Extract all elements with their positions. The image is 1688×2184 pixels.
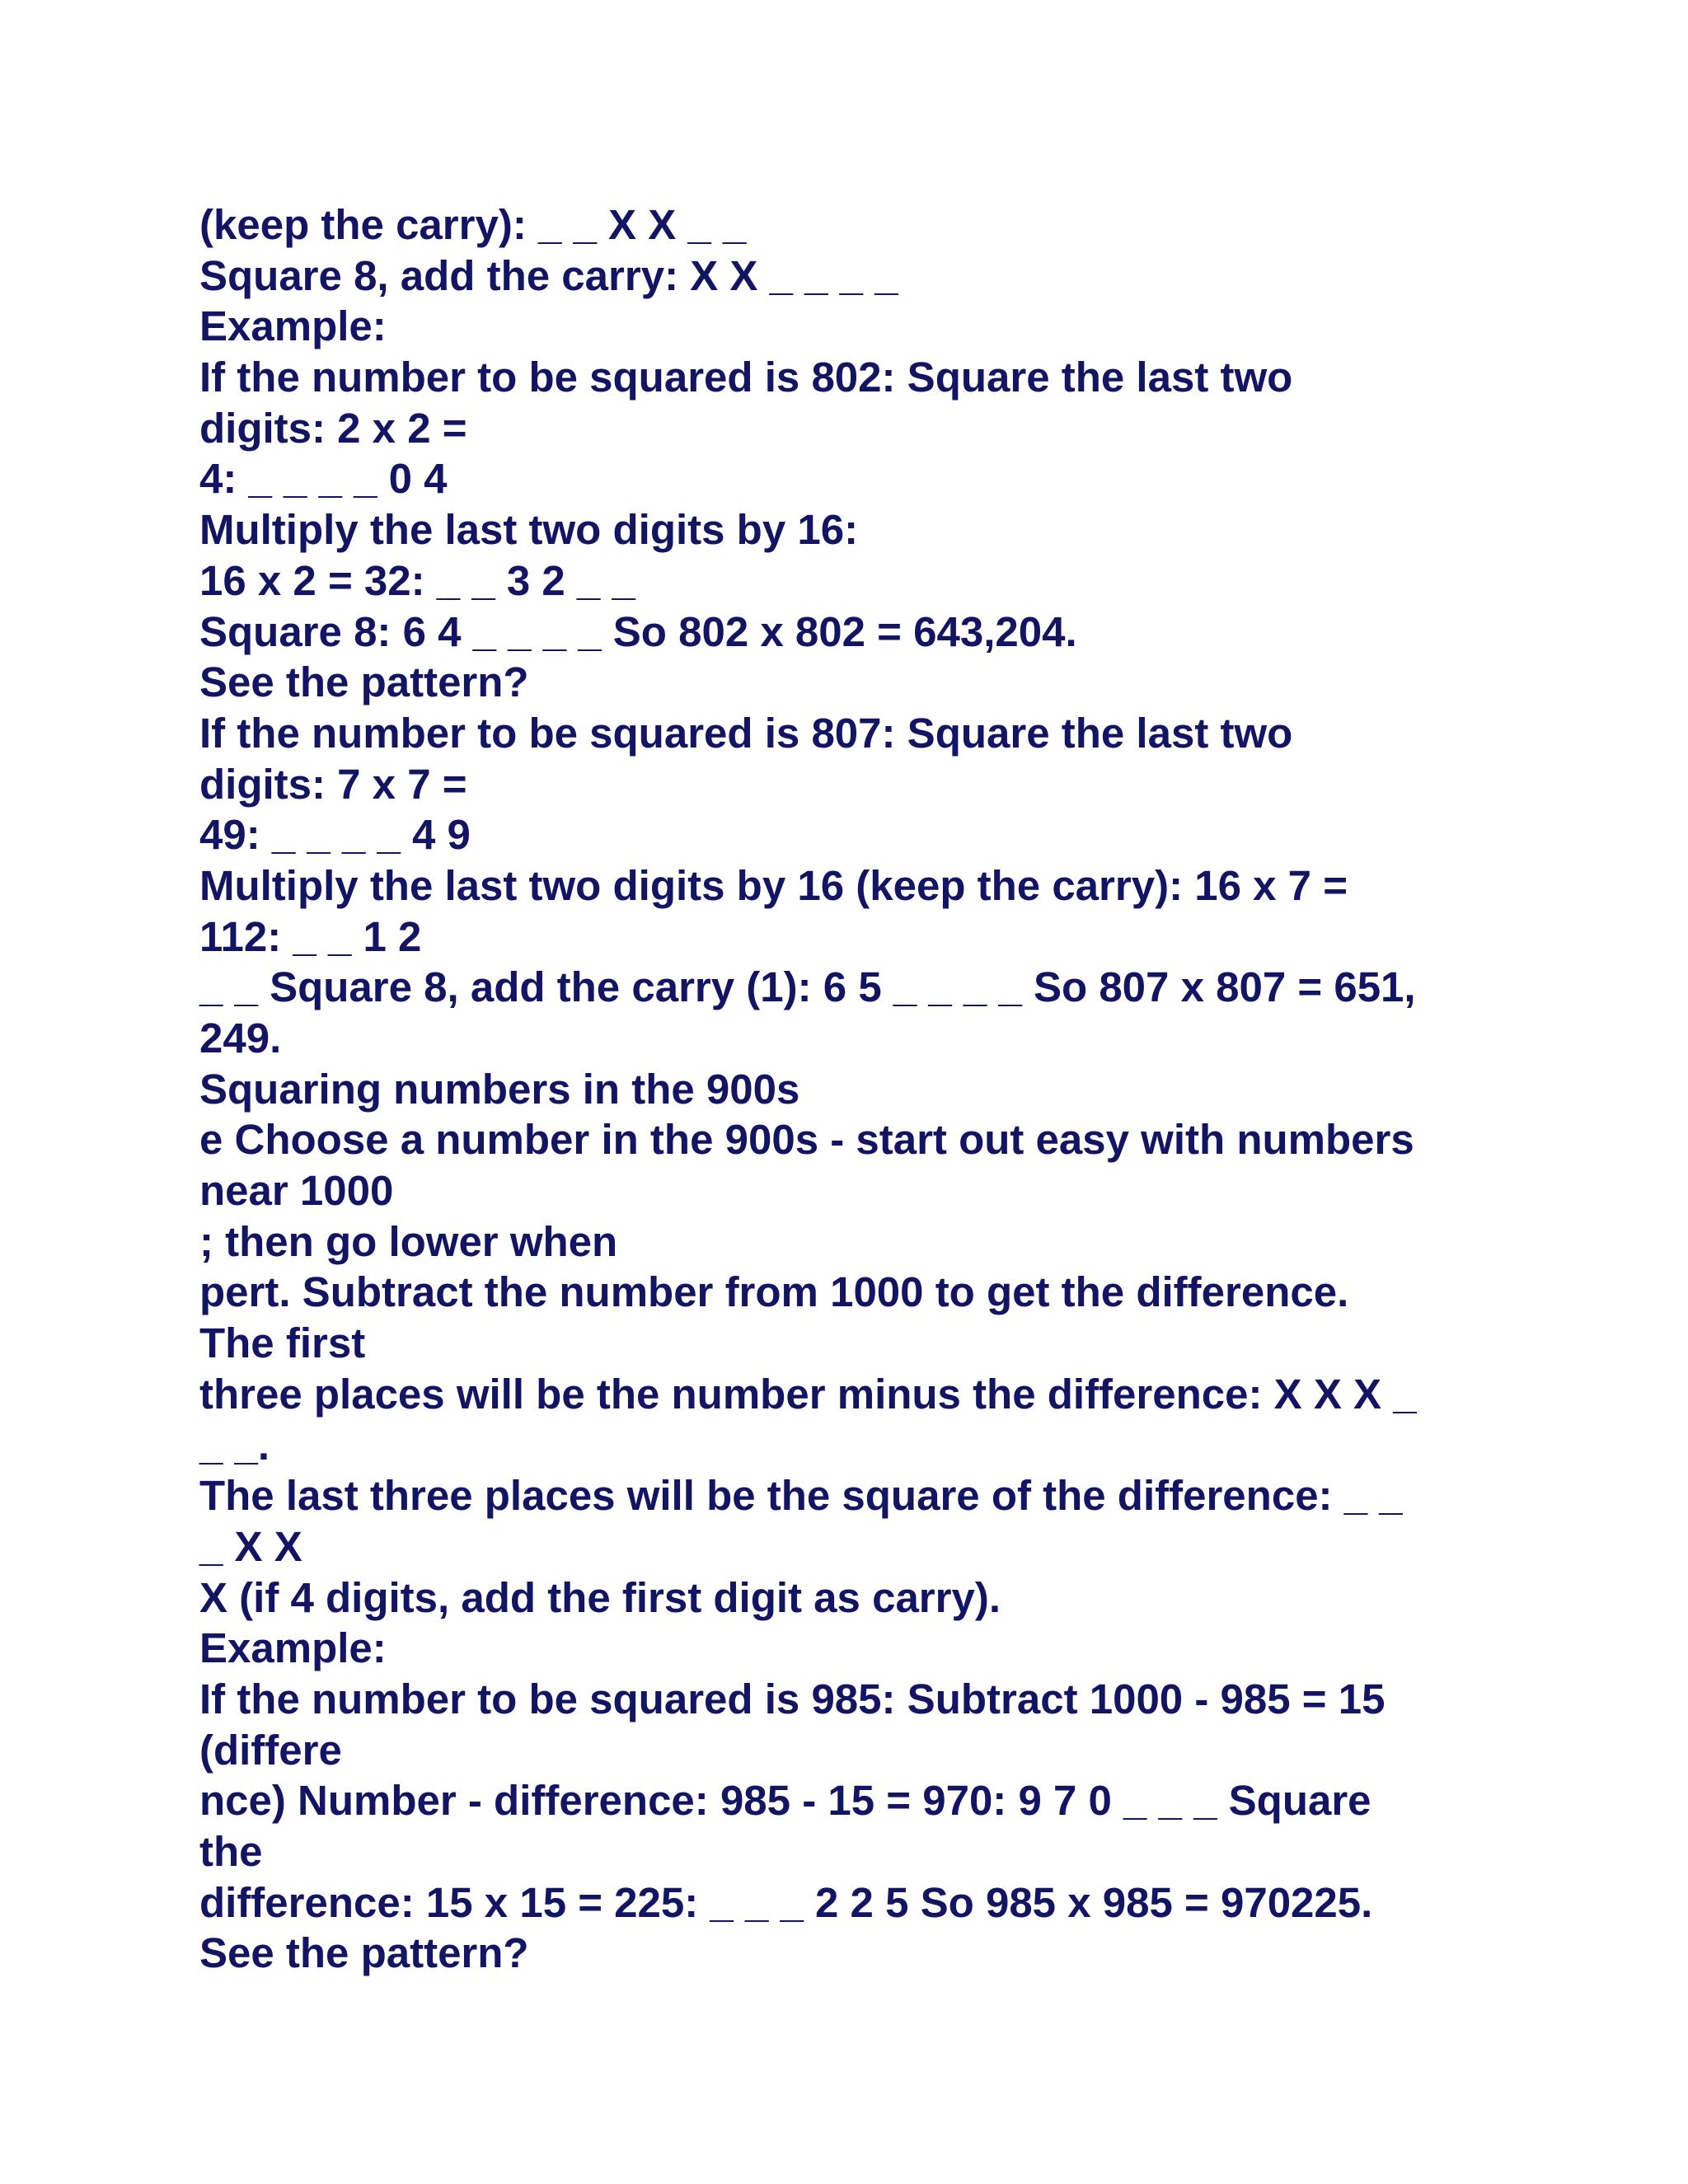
text-line: Example:: [199, 1624, 387, 1672]
document-body: [199, 199, 1535, 1979]
text-line: e Choose a number in the 900s - start out easy with numbers: [199, 1116, 1414, 1164]
text-line: 4: _ _ _ _ 0 4: [199, 455, 448, 503]
text-line: X (if 4 digits, add the first digit as carry).: [199, 1573, 1001, 1621]
text-line: Example:: [199, 302, 387, 350]
text-line: _ X X: [199, 1522, 302, 1570]
text-line: digits: 2 x 2 =: [199, 404, 467, 452]
text-line: 49: _ _ _ _ 4 9: [199, 811, 471, 859]
text-line: See the pattern?: [199, 658, 529, 706]
text-line: _ _ Square 8, add the carry (1): 6 5 _ _ _ _ So 807 x 807 = 651,: [199, 963, 1416, 1011]
text-line: ; then go lower when: [199, 1217, 618, 1265]
text-line: The last three places will be the square of the difference: _ _: [199, 1472, 1403, 1520]
text-line: _ _.: [199, 1421, 270, 1469]
text-line: 249.: [199, 1015, 282, 1062]
text-line: three places will be the number minus the difference: X X X _: [199, 1370, 1417, 1418]
text-line: Square 8, add the carry: X X _ _ _ _: [199, 251, 898, 299]
text-line: 16 x 2 = 32: _ _ 3 2 _ _: [199, 556, 635, 604]
text-line: The first: [199, 1319, 366, 1367]
text-line: See the pattern?: [199, 1929, 529, 1977]
text-line: nce) Number - difference: 985 - 15 = 970: 9 7 0 _ _ _ Square: [199, 1777, 1372, 1825]
text-line: Squaring numbers in the 900s: [199, 1065, 800, 1113]
text-line: Square 8: 6 4 _ _ _ _ So 802 x 802 = 643,204.: [199, 607, 1077, 655]
text-line: (differe: [199, 1726, 342, 1774]
text-line: If the number to be squared is 807: Square the last two: [199, 709, 1293, 757]
text-line: near 1000: [199, 1167, 394, 1215]
text-line: digits: 7 x 7 =: [199, 760, 467, 808]
text-line: If the number to be squared is 985: Subtract 1000 - 985 = 15: [199, 1675, 1386, 1722]
text-line: Multiply the last two digits by 16:: [199, 506, 859, 554]
text-line: 112: _ _ 1 2: [199, 912, 422, 960]
text-line: (keep the carry): _ _ X X _ _: [199, 201, 747, 248]
text-line: difference: 15 x 15 = 225: _ _ _ 2 2 5 So 985 x 985 = 970225.: [199, 1878, 1373, 1926]
text-line: If the number to be squared is 802: Square the last two: [199, 354, 1293, 401]
text-line: Multiply the last two digits by 16 (keep the carry): 16 x 7 =: [199, 861, 1348, 909]
text-line: the: [199, 1828, 263, 1875]
text-line: pert. Subtract the number from 1000 to get the difference.: [199, 1268, 1349, 1316]
